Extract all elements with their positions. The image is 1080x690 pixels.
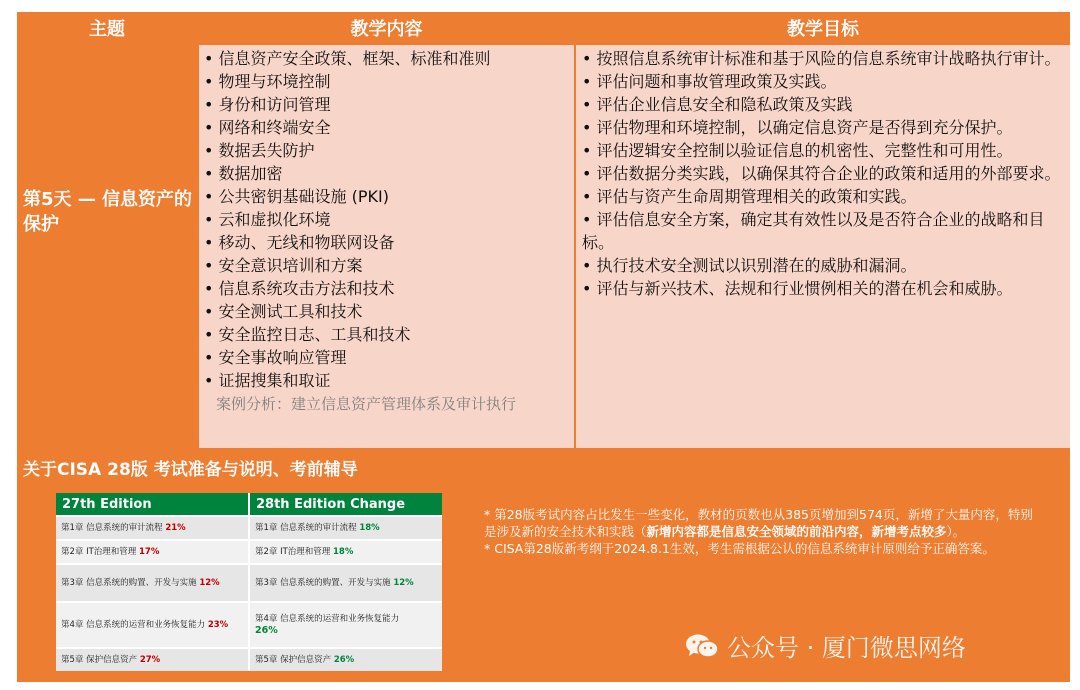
percent-value: 12% bbox=[393, 577, 414, 588]
content-cell bbox=[199, 45, 574, 448]
col2-header: 28th Edition Change bbox=[250, 493, 442, 515]
goal-cell bbox=[576, 45, 1070, 448]
list-item: • 执行技术安全测试以识别潜在的威胁和漏洞。 bbox=[582, 256, 917, 275]
table-cell: 第2章 IT治理和管理 18% bbox=[255, 546, 354, 557]
list-item: • 身份和访问管理 bbox=[204, 95, 331, 114]
list-item: • 按照信息系统审计标准和基于风险的信息系统审计战略执行审计。 bbox=[582, 49, 1061, 68]
list-item: • 安全测试工具和技术 bbox=[204, 302, 363, 321]
note-1: * 第28版考试内容占比发生一些变化，教材的页数也从385页增加到574页，新增了大量内容，特别是涉及新的安全技术和实践（新增内容都是信息安全领域的前沿内容，新增考点较多）。 bbox=[484, 507, 1033, 539]
list-item: • 云和虚拟化环境 bbox=[204, 210, 331, 229]
note-2: * CISA第28版新考纲于2024.8.1生效，考生需根据公认的信息系统审计原则给予正确答案。 bbox=[484, 541, 995, 556]
percent-value: 26% bbox=[333, 654, 355, 665]
section-title: 关于CISA 28版 考试准备与说明、考前辅导 bbox=[23, 460, 358, 480]
percent-value: 18% bbox=[359, 522, 380, 533]
list-item: • 移动、无线和物联网设备 bbox=[204, 233, 395, 252]
list-item: • 信息系统攻击方法和技术 bbox=[204, 279, 395, 298]
list-item: • 评估数据分类实践，以确保其符合企业的政策和适用的外部要求。 bbox=[582, 164, 1061, 183]
percent-value: 21% bbox=[165, 522, 186, 533]
list-item: • 评估与新兴技术、法规和行业惯例相关的潜在机会和威胁。 bbox=[582, 279, 1013, 298]
percent-value: 18% bbox=[333, 546, 354, 557]
list-item: • 评估与资产生命周期管理相关的政策和实践。 bbox=[582, 187, 917, 206]
list-item: • 评估企业信息安全和隐私政策及实践 bbox=[582, 95, 853, 114]
table-cell: 第5章 保护信息资产 26% bbox=[255, 654, 355, 665]
list-item: • 网络和终端安全 bbox=[204, 118, 331, 137]
list-item: • 安全监控日志、工具和技术 bbox=[204, 325, 411, 344]
percent-value: 12% bbox=[199, 577, 220, 588]
list-item: • 物理与环境控制 bbox=[204, 72, 331, 91]
course-table-frame bbox=[17, 12, 1070, 682]
list-item: • 安全意识培训和方案 bbox=[204, 256, 363, 275]
table-cell: 第4章 信息系统的运营和业务恢复能力 23% bbox=[61, 619, 229, 630]
header-goal: 教学目标 bbox=[787, 18, 859, 40]
list-item: • 评估物理和环境控制，以确定信息资产是否得到充分保护。 bbox=[582, 118, 1013, 137]
list-item: • 安全事故响应管理 bbox=[204, 348, 347, 367]
col1-header: 27th Edition bbox=[56, 493, 248, 515]
wechat-icon bbox=[685, 633, 719, 659]
case-study: 案例分析：建立信息资产管理体系及审计执行 bbox=[216, 395, 517, 413]
topic-label: 第5天 — 信息资产的保护 bbox=[23, 189, 193, 235]
table-cell: 第5章 保护信息资产 27% bbox=[61, 654, 161, 665]
notes-block bbox=[484, 506, 1044, 557]
percent-value: 17% bbox=[139, 546, 160, 557]
goal-list bbox=[582, 47, 1062, 300]
content-list bbox=[204, 47, 568, 392]
percent-value: 27% bbox=[139, 654, 161, 665]
list-item: • 数据丢失防护 bbox=[204, 141, 315, 160]
table-cell: 第1章 信息系统的审计流程 21% bbox=[61, 522, 186, 533]
table-cell: 第2章 IT治理和管理 17% bbox=[61, 546, 160, 557]
list-item: • 评估问题和事故管理政策及实践。 bbox=[582, 72, 837, 91]
percent-value: 26% bbox=[255, 625, 278, 636]
table-cell: 第3章 信息系统的购置、开发与实施 12% bbox=[255, 577, 414, 588]
list-item: • 信息资产安全政策、框架、标准和准则 bbox=[204, 49, 491, 68]
edition-table bbox=[56, 493, 442, 671]
list-item: • 证据搜集和取证 bbox=[204, 371, 331, 390]
header-topic: 主题 bbox=[89, 18, 125, 40]
table-cell: 第1章 信息系统的审计流程 18% bbox=[255, 522, 380, 533]
list-item: • 公共密钥基础设施 (PKI) bbox=[204, 187, 389, 206]
watermark bbox=[685, 628, 966, 663]
table-cell: 第3章 信息系统的购置、开发与实施 12% bbox=[61, 577, 220, 588]
header-content: 教学内容 bbox=[350, 18, 423, 40]
list-item: • 评估信息安全方案，确定其有效性以及是否符合企业的战略和目标。 bbox=[582, 210, 1045, 252]
table-cell: 第4章 信息系统的运营和业务恢复能力 26% bbox=[255, 614, 400, 636]
list-item: • 数据加密 bbox=[204, 164, 283, 183]
list-item: • 评估逻辑安全控制以验证信息的机密性、完整性和可用性。 bbox=[582, 141, 1013, 160]
percent-value: 23% bbox=[207, 619, 229, 630]
watermark-text: 公众号 · 厦门微思网络 bbox=[727, 634, 966, 662]
